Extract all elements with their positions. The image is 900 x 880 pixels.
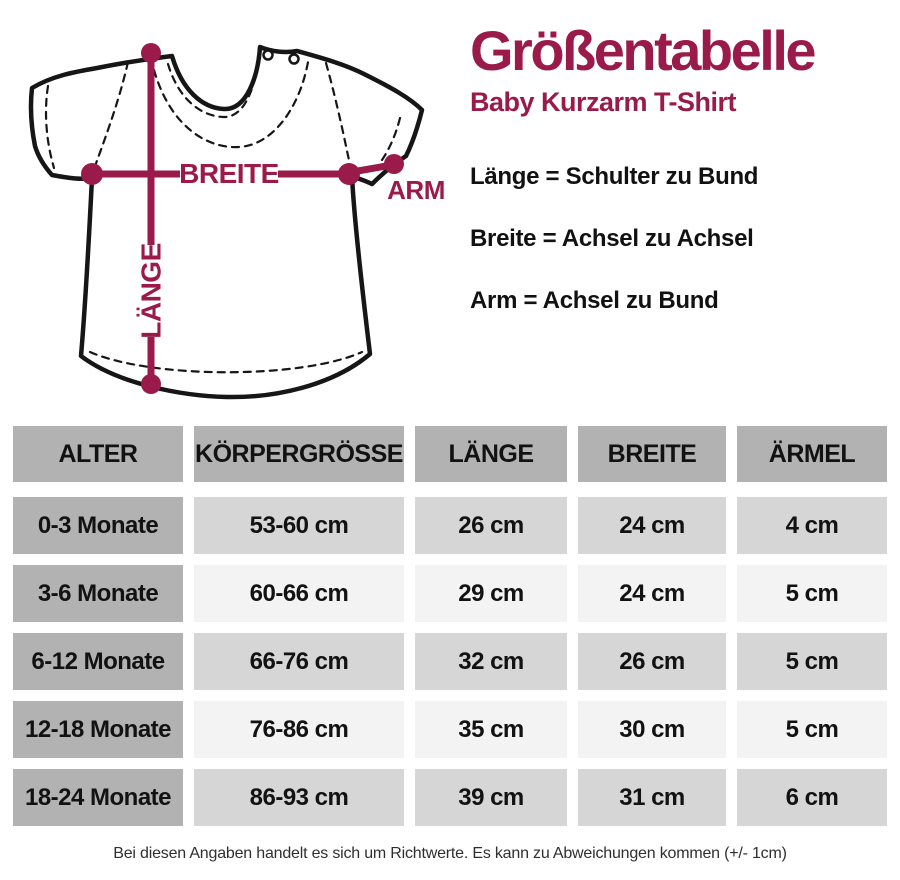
cell-breite: 26 cm [578,633,726,690]
column-header-breite: BREITE [578,426,726,482]
page-title: Größentabelle [470,19,815,82]
cell-koerpergroesse: 86-93 cm [194,769,404,826]
definition-breite: Breite = Achsel zu Achsel [470,224,754,252]
breite-right-dot [338,163,360,185]
arm-sleeve-dot [384,154,404,174]
cell-koerpergroesse: 76-86 cm [194,701,404,758]
cell-laenge: 35 cm [415,701,567,758]
row-label-age: 3-6 Monate [13,565,183,622]
column-header-aermel: ÄRMEL [737,426,887,482]
column-header-koerpergroesse: KÖRPERGRÖSSE [194,426,404,482]
breite-left-dot [81,163,103,185]
cell-koerpergroesse: 60-66 cm [194,565,404,622]
breite-label: BREITE [179,158,279,189]
cell-breite: 24 cm [578,497,726,554]
measurement-info-panel [470,19,890,348]
row-label-age: 6-12 Monate [13,633,183,690]
table-row [13,633,887,690]
cell-laenge: 29 cm [415,565,567,622]
row-label-age: 0-3 Monate [13,497,183,554]
cell-laenge: 32 cm [415,633,567,690]
laenge-bottom-dot [141,374,161,394]
measurement-definitions [470,162,890,316]
cell-breite: 24 cm [578,565,726,622]
cell-aermel: 5 cm [737,565,887,622]
arm-label: ARM [387,175,445,205]
tshirt-measurement-diagram [2,6,458,418]
cell-aermel: 5 cm [737,701,887,758]
snap-button-icon [290,55,299,64]
size-table [13,426,887,837]
table-row [13,701,887,758]
row-label-age: 12-18 Monate [13,701,183,758]
cell-koerpergroesse: 53-60 cm [194,497,404,554]
size-table-header-row [13,426,887,482]
column-header-laenge: LÄNGE [415,426,567,482]
cell-breite: 30 cm [578,701,726,758]
cell-aermel: 4 cm [737,497,887,554]
definition-laenge: Länge = Schulter zu Bund [470,162,759,190]
snap-button-icon [264,51,273,60]
definition-arm: Arm = Achsel zu Bund [470,286,719,314]
laenge-top-dot [141,43,161,63]
column-header-alter: ALTER [13,426,183,482]
size-table-body [13,497,887,826]
cell-koerpergroesse: 66-76 cm [194,633,404,690]
table-row [13,497,887,554]
tshirt-outline [31,47,422,397]
table-row [13,769,887,826]
footer-note: Bei diesen Angaben handelt es sich um Richtwerte. Es kann zu Abweichungen kommen (+/- 1cm) [113,845,787,862]
cell-laenge: 26 cm [415,497,567,554]
cell-breite: 31 cm [578,769,726,826]
cell-aermel: 6 cm [737,769,887,826]
laenge-label: LÄNGE [135,243,167,339]
page-subtitle: Baby Kurzarm T-Shirt [470,86,737,117]
cell-laenge: 39 cm [415,769,567,826]
table-row [13,565,887,622]
row-label-age: 18-24 Monate [13,769,183,826]
cell-aermel: 5 cm [737,633,887,690]
